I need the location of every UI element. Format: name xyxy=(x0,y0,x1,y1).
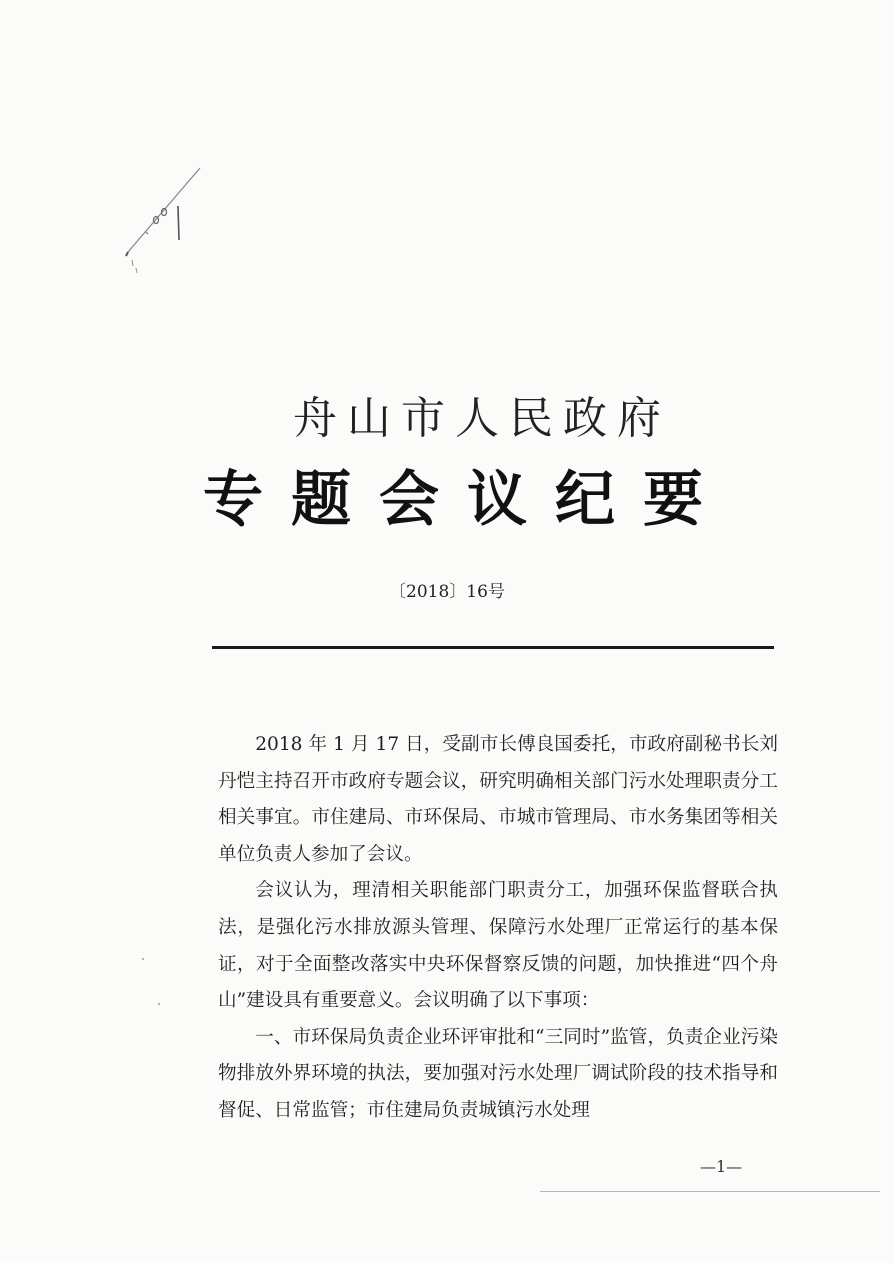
paragraph-item-one: 一、市环保局负责企业环评审批和“三同时”监管，负责企业污染物排放外界环境的执法，要加强对污水处理厂调试阶段的技术指导和督促、日常监管；市住建局负责城镇污水处理 xyxy=(218,1026,778,1121)
paragraph-meeting-info: 2018 年 1 月 17 日，受副市长傅良国委托，市政府副秘书长刘丹恺主持召开市政府专题会议，研究明确相关部门污水处理职责分工相关事宜。市住建局、市环保局、市城市管理局、市水务集团等相关单位负责人参加了会议。 xyxy=(218,734,778,865)
page-number: —1— xyxy=(700,1157,743,1176)
scan-speck xyxy=(142,958,144,960)
footer-scan-line xyxy=(540,1191,880,1192)
document-number: 〔2018〕16号 xyxy=(389,582,505,602)
document-type-title: 专题会议纪要 xyxy=(203,465,731,535)
scan-speck xyxy=(158,1003,160,1005)
document-body xyxy=(218,727,778,1130)
handwritten-pencil-mark xyxy=(118,160,218,280)
header-divider xyxy=(212,646,774,649)
issuing-organization-title: 舟山市人民政府 xyxy=(293,393,671,444)
paragraph-meeting-opinion: 会议认为，理清相关职能部门职责分工，加强环保监督联合执法，是强化污水排放源头管理、保障污水处理厂正常运行的基本保证，对于全面整改落实中央环保督察反馈的问题，加快推进“四个舟山”建设具有重要意义。会议明确了以下事项： xyxy=(218,880,778,1012)
